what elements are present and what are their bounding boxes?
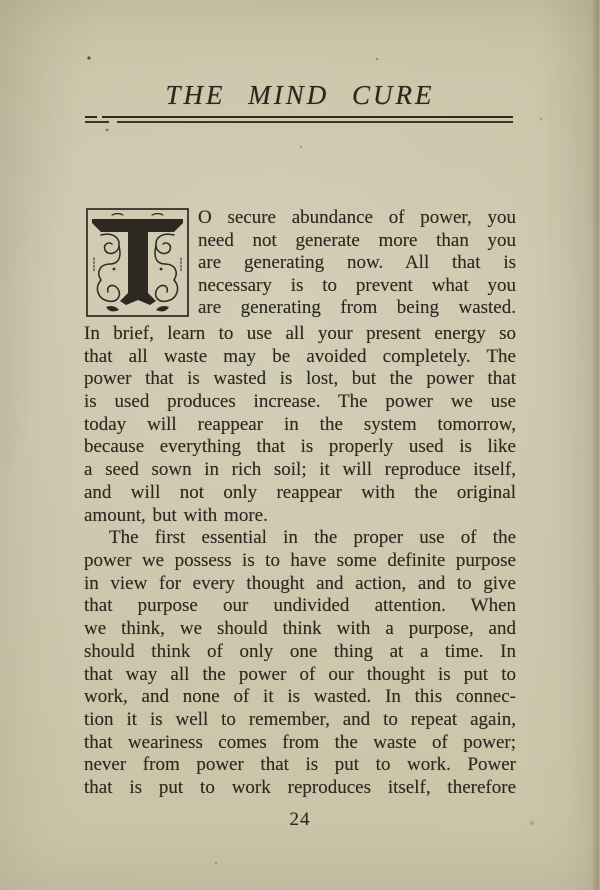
text-line: necessary is to prevent what you — [198, 274, 516, 296]
body-text — [84, 206, 516, 800]
page-title: THE MIND CURE — [165, 80, 435, 110]
page-edge-shadow — [591, 0, 600, 890]
text-line: that weariness comes from the waste of power; — [84, 731, 516, 753]
text-line: in view for every thought and action, and to give — [84, 572, 516, 594]
drop-cap-ornament — [84, 206, 191, 319]
text-line: is used produces increase. The power we use — [84, 391, 516, 413]
text-line: because everything that is properly used is like — [84, 436, 516, 458]
paragraph-1-full-lines — [84, 323, 516, 527]
text-line: that purpose our undivided attention. When — [84, 595, 516, 617]
text-line: The first essential in the proper use of the — [109, 527, 516, 549]
text-line: work, and none of it is wasted. In this connec- — [84, 686, 516, 708]
text-line: O secure abundance of power, you — [198, 207, 516, 228]
paragraph-2 — [84, 527, 516, 799]
text-line: never from power that is put to work. Power — [84, 754, 516, 776]
text-line: are generating from being wasted. — [198, 297, 516, 319]
text-line: amount, but with more. — [84, 504, 268, 526]
paragraph-1-wrapped-lines — [198, 206, 516, 320]
scan-specks — [0, 0, 2, 2]
header-rule-bottom — [85, 121, 513, 123]
text-line: power that is wasted is lost, but the power that — [84, 368, 516, 390]
text-line: tion it is well to remember, and to repeat again, — [84, 708, 516, 730]
text-line: and will not only reappear with the original — [84, 481, 516, 503]
text-line: In brief, learn to use all your present energy so — [84, 322, 516, 344]
text-line: we think, we should think with a purpose, and — [84, 618, 516, 640]
text-line: that is put to work reproduces itself, therefore — [84, 777, 516, 799]
text-line: power we possess is to have some definite purpose — [84, 550, 516, 571]
header-rule — [85, 116, 513, 123]
paragraph-1-opening — [84, 206, 516, 320]
text-line: should think of only one thing at a time. In — [84, 640, 516, 662]
text-line: need not generate more than you — [198, 229, 516, 251]
header-rule-top — [85, 116, 513, 118]
text-line: that way all the power of our thought is put to — [84, 663, 516, 685]
page-number: 24 — [289, 809, 311, 830]
text-line: that all waste may be avoided completely. The — [84, 345, 516, 367]
text-line: a seed sown in rich soil; it will reproduce itself, — [84, 459, 516, 481]
text-line: today will reappear in the system tomorrow, — [84, 413, 516, 435]
text-line: are generating now. All that is — [198, 252, 516, 274]
